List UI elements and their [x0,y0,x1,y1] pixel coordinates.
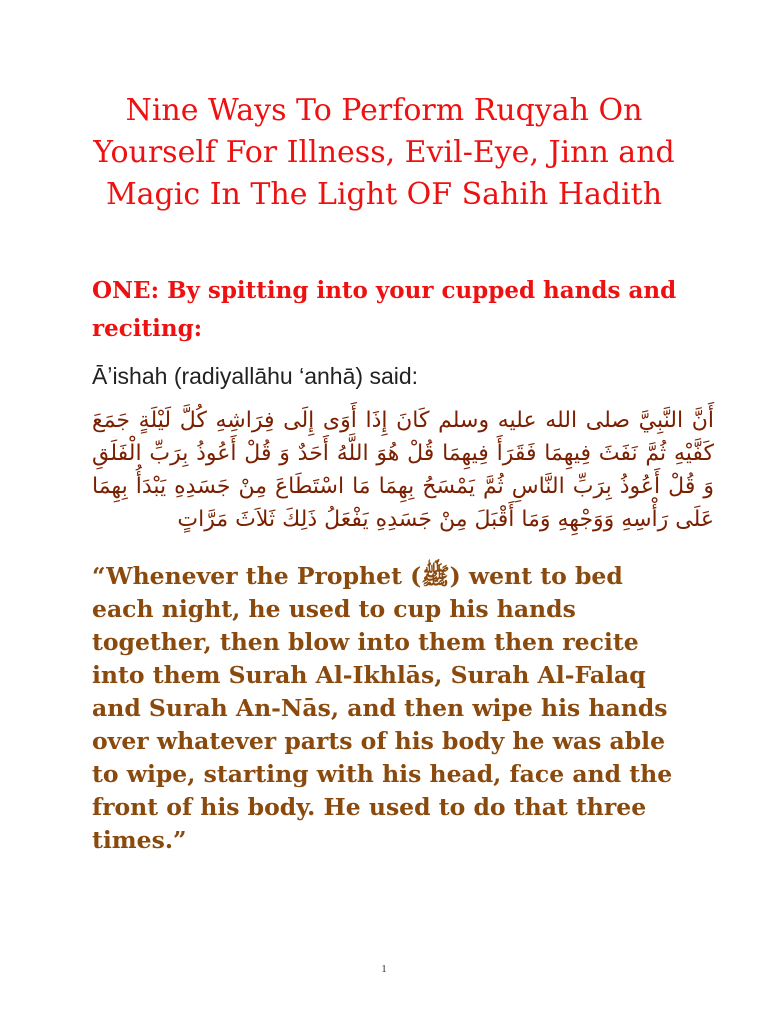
hadith-translation: “Whenever the Prophet (ﷺ) went to bed each night, he used to cup his hands together, then blow into them then recite into them Surah Al-Ikhlās, Surah Al-Falaq and Surah An-Nās, and then wipe his hands over whatever parts of his body he was able to wipe, starting with his head, face and the front of his body. He used to do that three times.” [92,562,673,854]
hadith-attribution: Āʼishah (radiyallāhu ‘anhā) said: [92,363,419,389]
section-heading: ONE: By spitting into your cupped hands and reciting: [92,277,677,342]
document-title: Nine Ways To Perform Ruqyah On Yourself For Illness, Evil-Eye, Jinn and Magic In The Light OF Sahih Hadith [93,93,675,212]
arabic-hadith-text: أَنَّ النَّبِيَّ صلى الله عليه وسلم كَانَ إِذَا أَوَى إِلَى فِرَاشِهِ كُلَّ لَيْلَةٍ جَمَعَ كَفَّيْهِ ثُمَّ نَفَثَ فِيهِمَا فَقَرَأَ فِيهِمَا قُلْ هُوَ اللَّهُ أَحَدٌ وَ قُلْ أَعُوذُ بِرَبِّ الْفَلَقِ وَ قُلْ أَعُوذُ بِرَبِّ النَّاسِ ثُمَّ يَمْسَحُ بِهِمَا مَا اسْتَطَاعَ مِنْ جَسَدِهِ يَبْدَأُ بِهِمَا عَلَى رَأْسِهِ وَوَجْهِهِ وَمَا أَقْبَلَ مِنْ جَسَدِهِ يَفْعَلُ ذَلِكَ ثَلاَثَ مَرَّاتٍ [92,408,714,532]
page-number: 1 [381,963,387,975]
